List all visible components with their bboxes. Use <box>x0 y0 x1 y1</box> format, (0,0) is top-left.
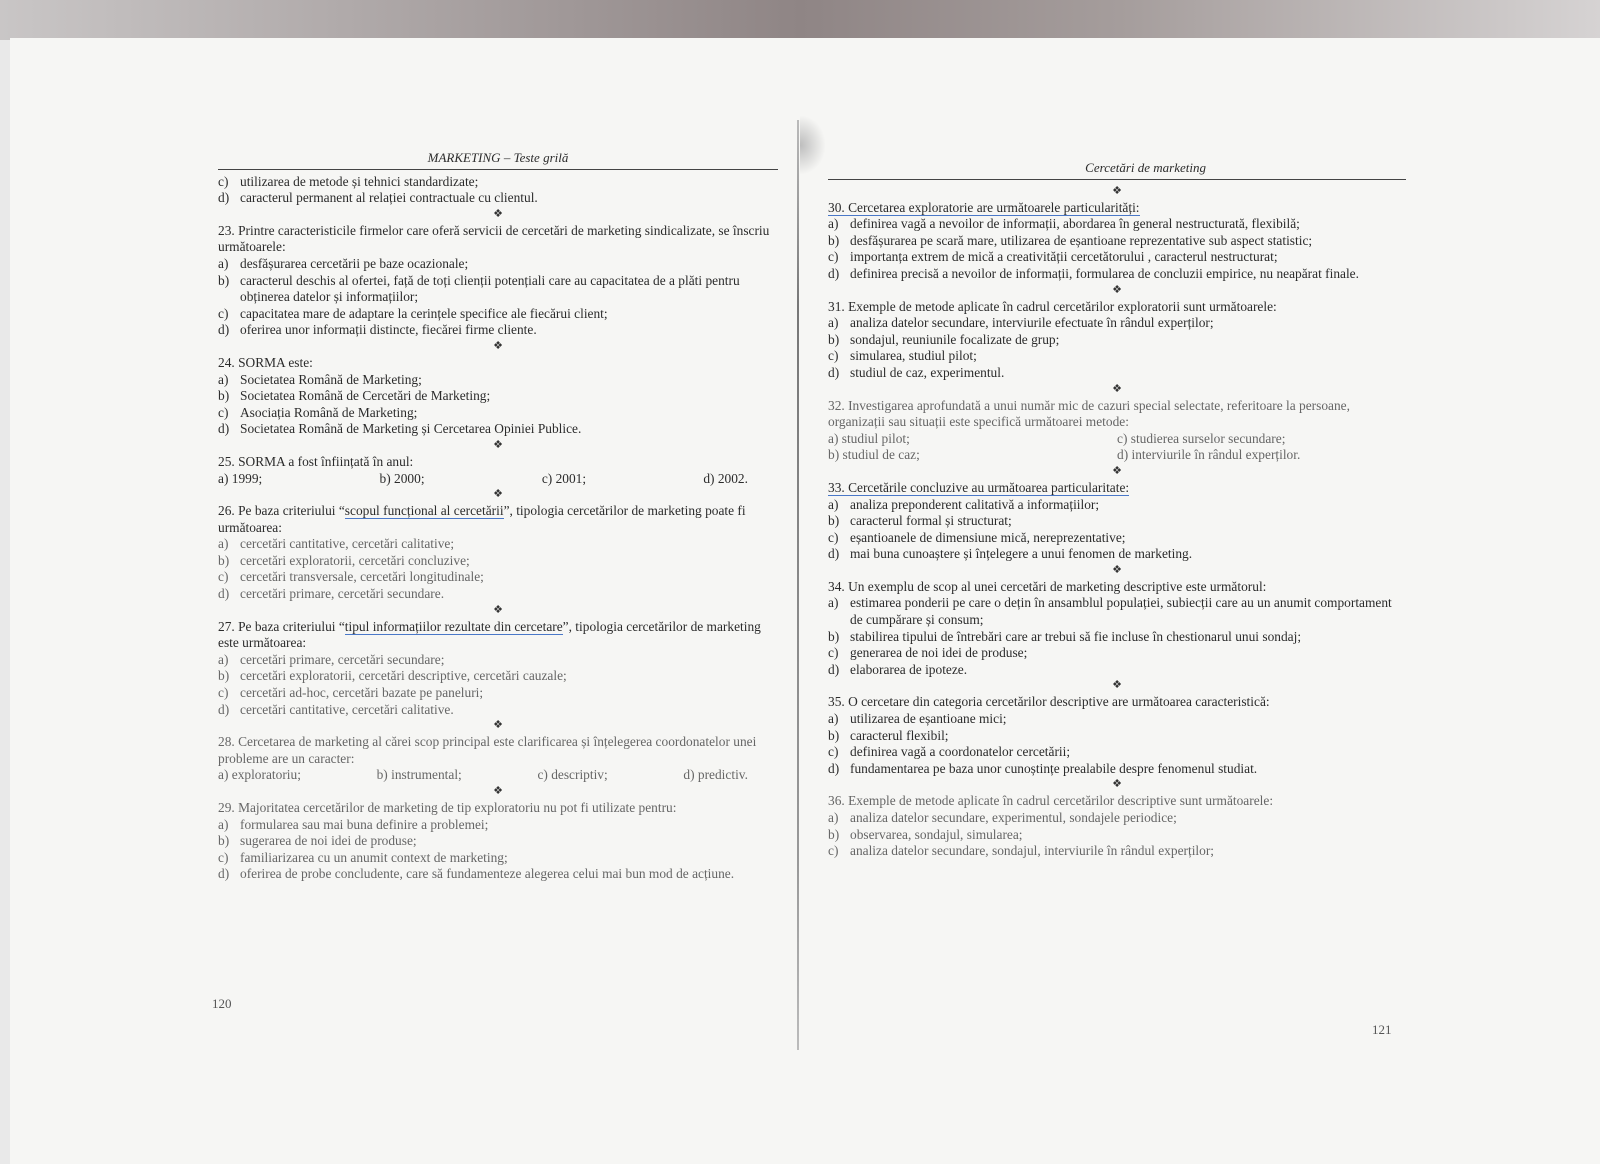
question-stem: 25. SORMA a fost înființată în anul: <box>218 453 414 469</box>
running-header: MARKETING – Teste grilă <box>218 150 778 170</box>
question-stem: 28. Cercetarea de marketing al cărei scop principal este clarificarea și înțelegerea coordonatelor unei probleme are un caracter: <box>218 734 757 766</box>
answer-option: b) cercetări exploratorii, cercetări concluzive; <box>218 552 470 568</box>
answer-option: d) elaborarea de ipoteze. <box>828 661 968 677</box>
answer-options-row <box>218 767 778 784</box>
pen-underline: 30. Cercetarea exploratorie are următoarele particularități: <box>828 199 1140 215</box>
answer-option: a) 1999; <box>218 470 263 486</box>
answer-option: c) eșantioanele de dimensiune mică, nereprezentative; <box>828 529 1126 545</box>
answer-option: b) caracterul formal și structurat; <box>828 513 1012 529</box>
separator-ornament: ❖ <box>493 207 503 220</box>
answer-option: a) exploratoriu; <box>218 767 301 783</box>
answer-option: c) Asociația Română de Marketing; <box>218 404 418 420</box>
answer-option: d) fundamentarea pe baza unor cunoștințe prealabile despre fenomenul studiat. <box>828 760 1258 776</box>
answer-option: d) mai buna cunoaștere și înțelegere a unui fenomen de marketing. <box>828 546 1193 562</box>
left-page <box>218 150 778 883</box>
answer-option: b) desfășurarea pe scară mare, utilizarea de eșantioane reprezentative sub aspect statistic; <box>828 232 1313 248</box>
question-stem <box>828 480 1406 497</box>
answer-option: d) definirea precisă a nevoilor de informații, formularea de concluzii empirice, nu neapărat finale. <box>828 265 1359 281</box>
answer-option: c) descriptiv; <box>537 767 608 783</box>
answer-option: a) cercetări primare, cercetări secundare; <box>218 651 445 667</box>
answer-option: c) familiarizarea cu un anumit context de marketing; <box>218 849 508 865</box>
answer-option: a) definirea vagă a nevoilor de informații, abordarea în general nestructurată, flexibilă; <box>828 216 1300 232</box>
list-item: c) utilizarea de metode și tehnici standardizate; <box>218 173 479 189</box>
question-stem: 31. Exemple de metode aplicate în cadrul cercetărilor exploratorii sunt următoarele: <box>828 298 1277 314</box>
answer-option: d) oferirea de probe concludente, care să fundamenteze alegerea celui mai bun mod de acțiune. <box>218 866 735 882</box>
answer-option: b) caracterul flexibil; <box>828 727 949 743</box>
answer-option: b) instrumental; <box>376 767 462 783</box>
answer-options-row <box>828 447 1406 464</box>
answer-option: b) sondajul, reuniunile focalizate de grup; <box>828 331 1060 347</box>
answer-option: a) analiza preponderent calitativă a informațiilor; <box>828 496 1100 512</box>
answer-option: d) oferirea unor informații distincte, fiecărei firme cliente. <box>218 322 537 338</box>
separator-ornament: ❖ <box>493 719 503 732</box>
answer-option: b) stabilirea tipului de întrebări care ar trebui să fie incluse în chestionarul unui sondaj; <box>828 628 1302 644</box>
answer-option: a) analiza datelor secundare, interviurile efectuate în rândul experților; <box>828 315 1214 331</box>
answer-option: b) sugerarea de noi idei de produse; <box>218 833 417 849</box>
scan-top-shadow <box>0 0 1600 40</box>
gutter-shadow <box>800 115 826 175</box>
answer-option: a) cercetări cantitative, cercetări calitative; <box>218 536 455 552</box>
right-page <box>828 160 1406 860</box>
question-stem: 34. Un exemplu de scop al unei cercetări de marketing descriptive este următorul: <box>828 578 1267 594</box>
answer-option: a) desfășurarea cercetării pe baze ocazionale; <box>218 255 469 271</box>
answer-option: c) analiza datelor secundare, sondajul, interviurile în rândul experților; <box>828 843 1215 859</box>
answer-option: c) simularea, studiul pilot; <box>828 348 977 364</box>
answer-option: d) cercetări cantitative, cercetări calitative. <box>218 701 454 717</box>
question-stem: 35. O cercetare din categoria cercetărilor descriptive are următoarea caracteristică: <box>828 694 1270 710</box>
page-number-right: 121 <box>1372 1022 1392 1037</box>
separator-ornament: ❖ <box>493 339 503 352</box>
separator-ornament: ❖ <box>1112 464 1122 477</box>
pen-underline: tipul informațiilor rezultate din cercetare <box>344 618 563 634</box>
separator-ornament: ❖ <box>493 785 503 797</box>
separator-ornament: ❖ <box>1112 184 1122 197</box>
separator-ornament: ❖ <box>1112 563 1122 576</box>
answer-option: c) cercetări ad-hoc, cercetări bazate pe paneluri; <box>218 685 484 701</box>
answer-option: a) utilizarea de eșantioane mici; <box>828 711 1007 727</box>
answer-option: d) Societatea Română de Marketing și Cercetarea Opiniei Publice. <box>218 421 582 437</box>
question-stem: 29. Majoritatea cercetărilor de marketing de tip exploratoriu nu pot fi utilizate pentru: <box>218 800 677 815</box>
answer-option: c) generarea de noi idei de produse; <box>828 645 1028 661</box>
answer-option: a) analiza datelor secundare, experimentul, sondajele periodice; <box>828 810 1177 825</box>
book-gutter <box>797 120 799 1050</box>
answer-option: b) caracterul deschis al ofertei, față de toți clienții potențiali care au capacitatea de a plăti pentru obținerea datelor și informațiilor; <box>218 272 740 305</box>
answer-option: a) estimarea ponderii pe care o dețin în ansamblul populației, subiecții care au un anumit comportament de cumpărare și consum; <box>828 595 1392 628</box>
answer-options-row <box>828 431 1406 448</box>
separator-ornament: ❖ <box>1112 679 1122 692</box>
pen-underline: 33. Cercetările concluzive au următoarea particularitate: <box>828 479 1130 495</box>
question-stem: 36. Exemple de metode aplicate în cadrul cercetărilor descriptive sunt următoarele: <box>828 793 1274 809</box>
answer-option: c) 2001; <box>541 470 587 486</box>
pen-underline: scopul funcțional al cercetării <box>344 503 504 519</box>
separator-ornament: ❖ <box>493 603 503 616</box>
running-header: Cercetări de marketing <box>828 160 1406 180</box>
answer-option: c) definirea vagă a coordonatelor cercetării; <box>828 744 1071 760</box>
answer-option: d) cercetări primare, cercetări secundare. <box>218 586 445 602</box>
list-item: d) caracterul permanent al relației contractuale cu clientul. <box>218 190 538 206</box>
answer-option: a) Societatea Română de Marketing; <box>218 371 422 387</box>
answer-option: a) formularea sau mai buna definire a problemei; <box>218 816 489 832</box>
answer-options-row <box>218 471 778 488</box>
separator-ornament: ❖ <box>1112 283 1122 296</box>
question-stem: 26. Pe baza criteriului “scopul funcțional al cercetării”, tipologia cercetărilor de marketing poate fi următoarea: <box>218 503 746 535</box>
question-stem: 32. Investigarea aprofundată a unui număr mic de cazuri special selectate, referitoare la persoane, organizații sau situații este specifică următoarei metode: <box>828 397 1350 430</box>
separator-ornament: ❖ <box>1112 382 1122 395</box>
answer-option: c) cercetări transversale, cercetări longitudinale; <box>218 569 484 585</box>
answer-option: b) observarea, sondajul, simularea; <box>828 826 1023 842</box>
answer-option: d) predictiv. <box>683 767 748 783</box>
answer-option: d) studiul de caz, experimentul. <box>828 364 1005 380</box>
answer-option: c) studierea surselor secundare; <box>1117 430 1286 446</box>
question-stem: 23. Printre caracteristicile firmelor care oferă servicii de cercetări de marketing sindicalizate, se înscriu următoarele: <box>218 222 770 255</box>
answer-option: c) importanța extrem de mică a creativității cercetătorului , caracterul nestructurat; <box>828 249 1278 265</box>
answer-option: a) studiul pilot; <box>828 430 910 446</box>
separator-ornament: ❖ <box>493 488 503 501</box>
answer-option: b) studiul de caz; <box>828 447 920 463</box>
answer-option: b) cercetări exploratorii, cercetări descriptive, cercetări cauzale; <box>218 668 567 684</box>
answer-option: d) 2002. <box>703 470 748 486</box>
answer-option: d) interviurile în rândul experților. <box>1117 447 1301 463</box>
separator-ornament: ❖ <box>493 438 503 451</box>
question-stem: 27. Pe baza criteriului “tipul informațiilor rezultate din cercetare”, tipologia cercetărilor de marketing este următoarea: <box>218 618 761 651</box>
answer-option: c) capacitatea mare de adaptare la cerințele specifice ale fiecărui client; <box>218 305 608 321</box>
answer-option: b) 2000; <box>379 470 425 486</box>
question-stem <box>828 200 1406 217</box>
question-stem: 24. SORMA este: <box>218 354 313 370</box>
separator-ornament: ❖ <box>1112 778 1122 791</box>
page-number-left: 120 <box>212 996 232 1011</box>
answer-option: b) Societatea Română de Cercetări de Marketing; <box>218 388 491 404</box>
